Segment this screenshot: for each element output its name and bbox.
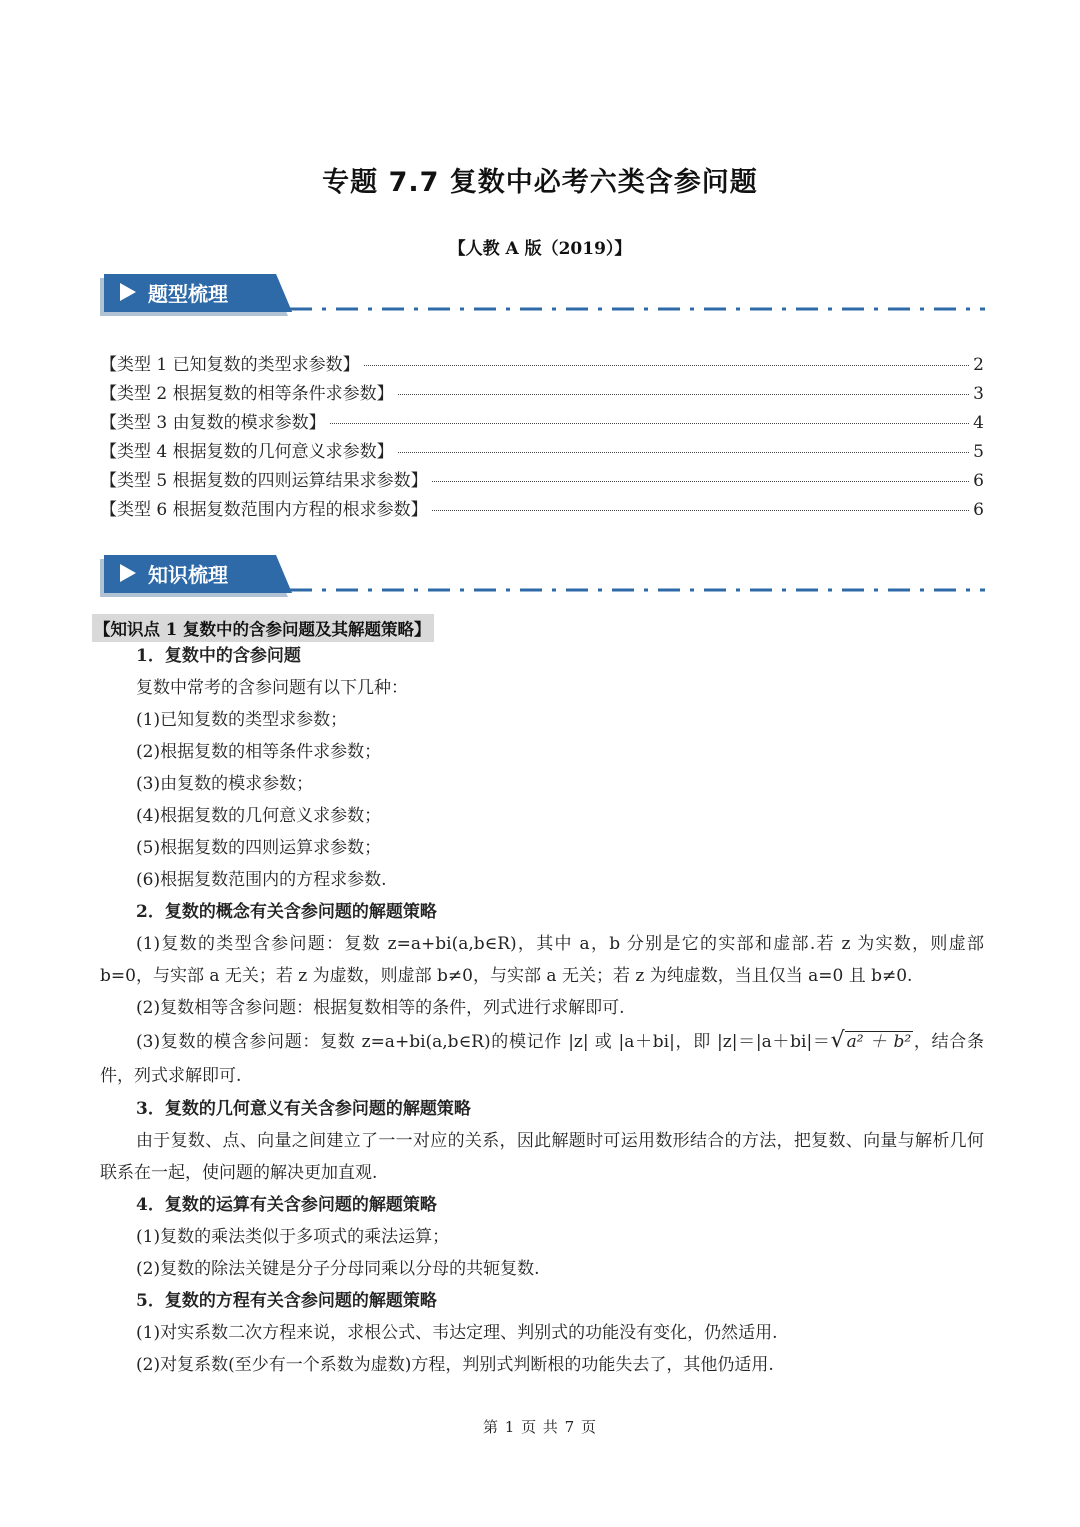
- list-item: (3)由复数的模求参数；: [136, 774, 314, 794]
- toc-item[interactable]: 【类型 4 根据复数的几何意义求参数】 5: [100, 442, 984, 462]
- banner-knowledge: [100, 553, 985, 597]
- paragraph-text: ，结合条件，列式求解即可.: [100, 1032, 984, 1086]
- section-title: 3．复数的几何意义有关含参问题的解题策略: [136, 1099, 471, 1119]
- toc-item[interactable]: 【类型 6 根据复数范围内方程的根求参数】 6: [100, 500, 984, 520]
- section-title: 1．复数中的含参问题: [136, 646, 301, 666]
- list-item: (1)已知复数的类型求参数；: [136, 710, 348, 730]
- list-item: (2)根据复数的相等条件求参数；: [136, 742, 382, 762]
- paragraph: 复数中常考的含参问题有以下几种：: [136, 678, 408, 698]
- list-item: (1)对实系数二次方程来说，求根公式、韦达定理、判别式的功能没有变化，仍然适用.: [136, 1323, 778, 1343]
- table-of-contents: [100, 350, 984, 524]
- edition-label: 【人教 A 版（2019）】: [448, 239, 632, 259]
- page-footer: 第 1 页 共 7 页: [483, 1418, 597, 1436]
- banner-question-types: [100, 272, 985, 316]
- list-item: (1)复数的乘法类似于多项式的乘法运算；: [136, 1227, 450, 1247]
- banner-shape: [100, 553, 985, 597]
- sqrt-radicand: a² ＋ b²: [846, 1032, 912, 1052]
- toc-item[interactable]: 【类型 2 根据复数的相等条件求参数】 3: [100, 384, 984, 404]
- paragraph: (1)复数的类型含参问题：复数 z=a+bi(a,b∈R)，其中 a，b 分别是它的实部和虚部.若 z 为实数，则虚部 b=0，与实部 a 无关；若 z 为虚数，则虚部 b≠0，与实部 a 无关；若 z 为纯虚数，当且仅当 a=0 且 b≠0.: [100, 934, 984, 986]
- toc-item[interactable]: 【类型 5 根据复数的四则运算结果求参数】 6: [100, 471, 984, 491]
- knowledge-content: [100, 640, 984, 1381]
- sqrt-expression: √ a² ＋ b²: [830, 1028, 912, 1053]
- list-item: (5)根据复数的四则运算求参数；: [136, 838, 382, 858]
- paragraph: 由于复数、点、向量之间建立了一一对应的关系，因此解题时可运用数形结合的方法，把复数、向量与解析几何联系在一起，使问题的解决更加直观.: [100, 1131, 984, 1183]
- list-item: (4)根据复数的几何意义求参数；: [136, 806, 382, 826]
- section-title: 2．复数的概念有关含参问题的解题策略: [136, 902, 437, 922]
- list-item: (2)对复系数(至少有一个系数为虚数)方程，判别式判断根的功能失去了，其他仍适用.: [136, 1355, 774, 1375]
- page-title: 专题 7.7 复数中必考六类含参问题: [322, 167, 758, 198]
- toc-item[interactable]: 【类型 3 由复数的模求参数】 4: [100, 413, 984, 433]
- list-item: (2)复数的除法关键是分子分母同乘以分母的共轭复数.: [136, 1259, 540, 1279]
- paragraph-modulus: [100, 1024, 984, 1093]
- banner-label: 题型梳理: [148, 282, 228, 306]
- toc-item[interactable]: 【类型 1 已知复数的类型求参数】 2: [100, 355, 984, 375]
- paragraph-text: (3)复数的模含参问题：复数 z=a+bi(a,b∈R)的模记作 |z| 或 |a＋bi|，即 |z|＝|a＋bi|＝: [136, 1032, 831, 1052]
- paragraph: (2)复数相等含参问题：根据复数相等的条件，列式进行求解即可.: [136, 998, 625, 1018]
- section-title: 5．复数的方程有关含参问题的解题策略: [136, 1291, 437, 1311]
- list-item: (6)根据复数范围内的方程求参数.: [136, 870, 387, 890]
- section-title: 4．复数的运算有关含参问题的解题策略: [136, 1195, 437, 1215]
- banner-label: 知识梳理: [148, 563, 228, 587]
- banner-shape: [100, 272, 985, 316]
- knowledge-point-heading: 【知识点 1 复数中的含参问题及其解题策略】: [92, 614, 434, 642]
